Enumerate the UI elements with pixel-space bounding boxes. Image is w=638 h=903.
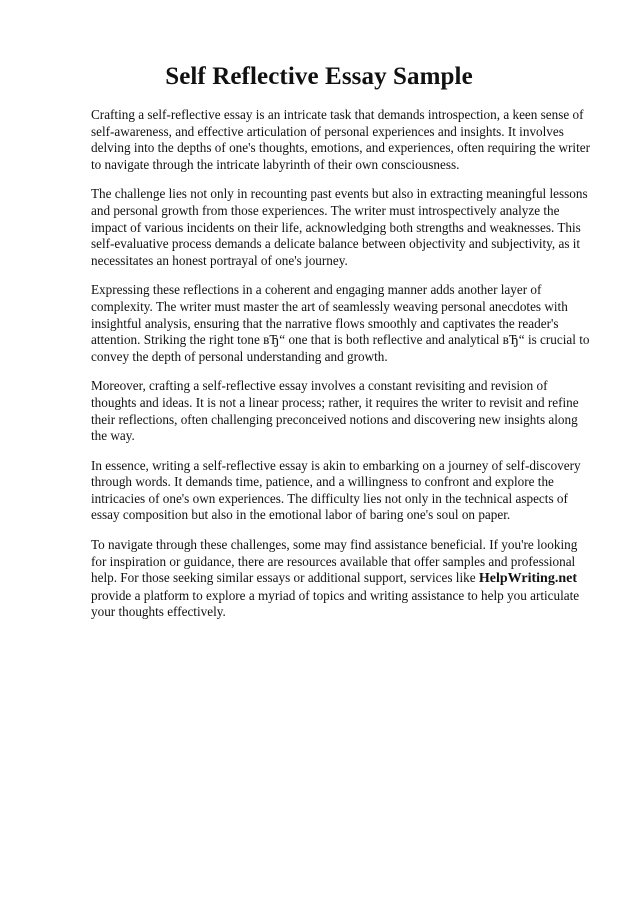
paragraph-6-tail: provide a platform to explore a myriad of topics and writing assistance to help you articulate your thoughts effectively. xyxy=(91,587,580,620)
document-title: Self Reflective Essay Sample xyxy=(165,63,473,90)
paragraph-6 xyxy=(91,537,594,621)
paragraph-2: The challenge lies not only in recounting past events but also in extracting meaningful lessons and personal growth from those experiences. The writer must introspectively analyze the impact of various incidents on their life, acknowledging both strengths and weaknesses. This self-evaluative process demands a delicate balance between objectivity and subjectivity, as it necessitates an honest portrayal of one's journey. xyxy=(91,186,588,268)
paragraph-3: Expressing these reflections in a coherent and engaging manner adds another layer of complexity. The writer must master the art of seamlessly weaving personal anecdotes with insightful analysis, ensuring that the narrative flows smoothly and captivates the reader's attention. Striking the right tone вЂ“ one that is both reflective and analytical вЂ“ is crucial to convey the depth of personal understanding and growth. xyxy=(91,282,590,364)
paragraph-1: Crafting a self-reflective essay is an intricate task that demands introspection, a keen sense of self-awareness, and effective articulation of personal experiences and insights. It involves delving into the depths of one's thoughts, emotions, and experiences, often requiring the writer to navigate through the intricate labyrinth of their own consciousness. xyxy=(91,107,590,172)
paragraph-6-lead: To navigate through these challenges, some may find assistance beneficial. If you're looking for inspiration or guidance, there are resources available that offer samples and professional help. For those seeking similar essays or additional support, services like xyxy=(91,537,578,586)
paragraph-4: Moreover, crafting a self-reflective essay involves a constant revisiting and revision of thoughts and ideas. It is not a linear process; rather, it requires the writer to revisit and refine their reflections, often challenging preconceived notions and discovering new insights along the way. xyxy=(91,378,579,444)
helpwriting-link[interactable]: HelpWriting.net xyxy=(478,571,577,587)
paragraph-5: In essence, writing a self-reflective essay is akin to embarking on a journey of self-discovery through words. It demands time, patience, and a willingness to confront and explore the intricacies of one's own experiences. The difficulty lies not only in the technical aspects of essay composition but also in the emotional labor of baring one's soul on paper. xyxy=(91,457,581,523)
